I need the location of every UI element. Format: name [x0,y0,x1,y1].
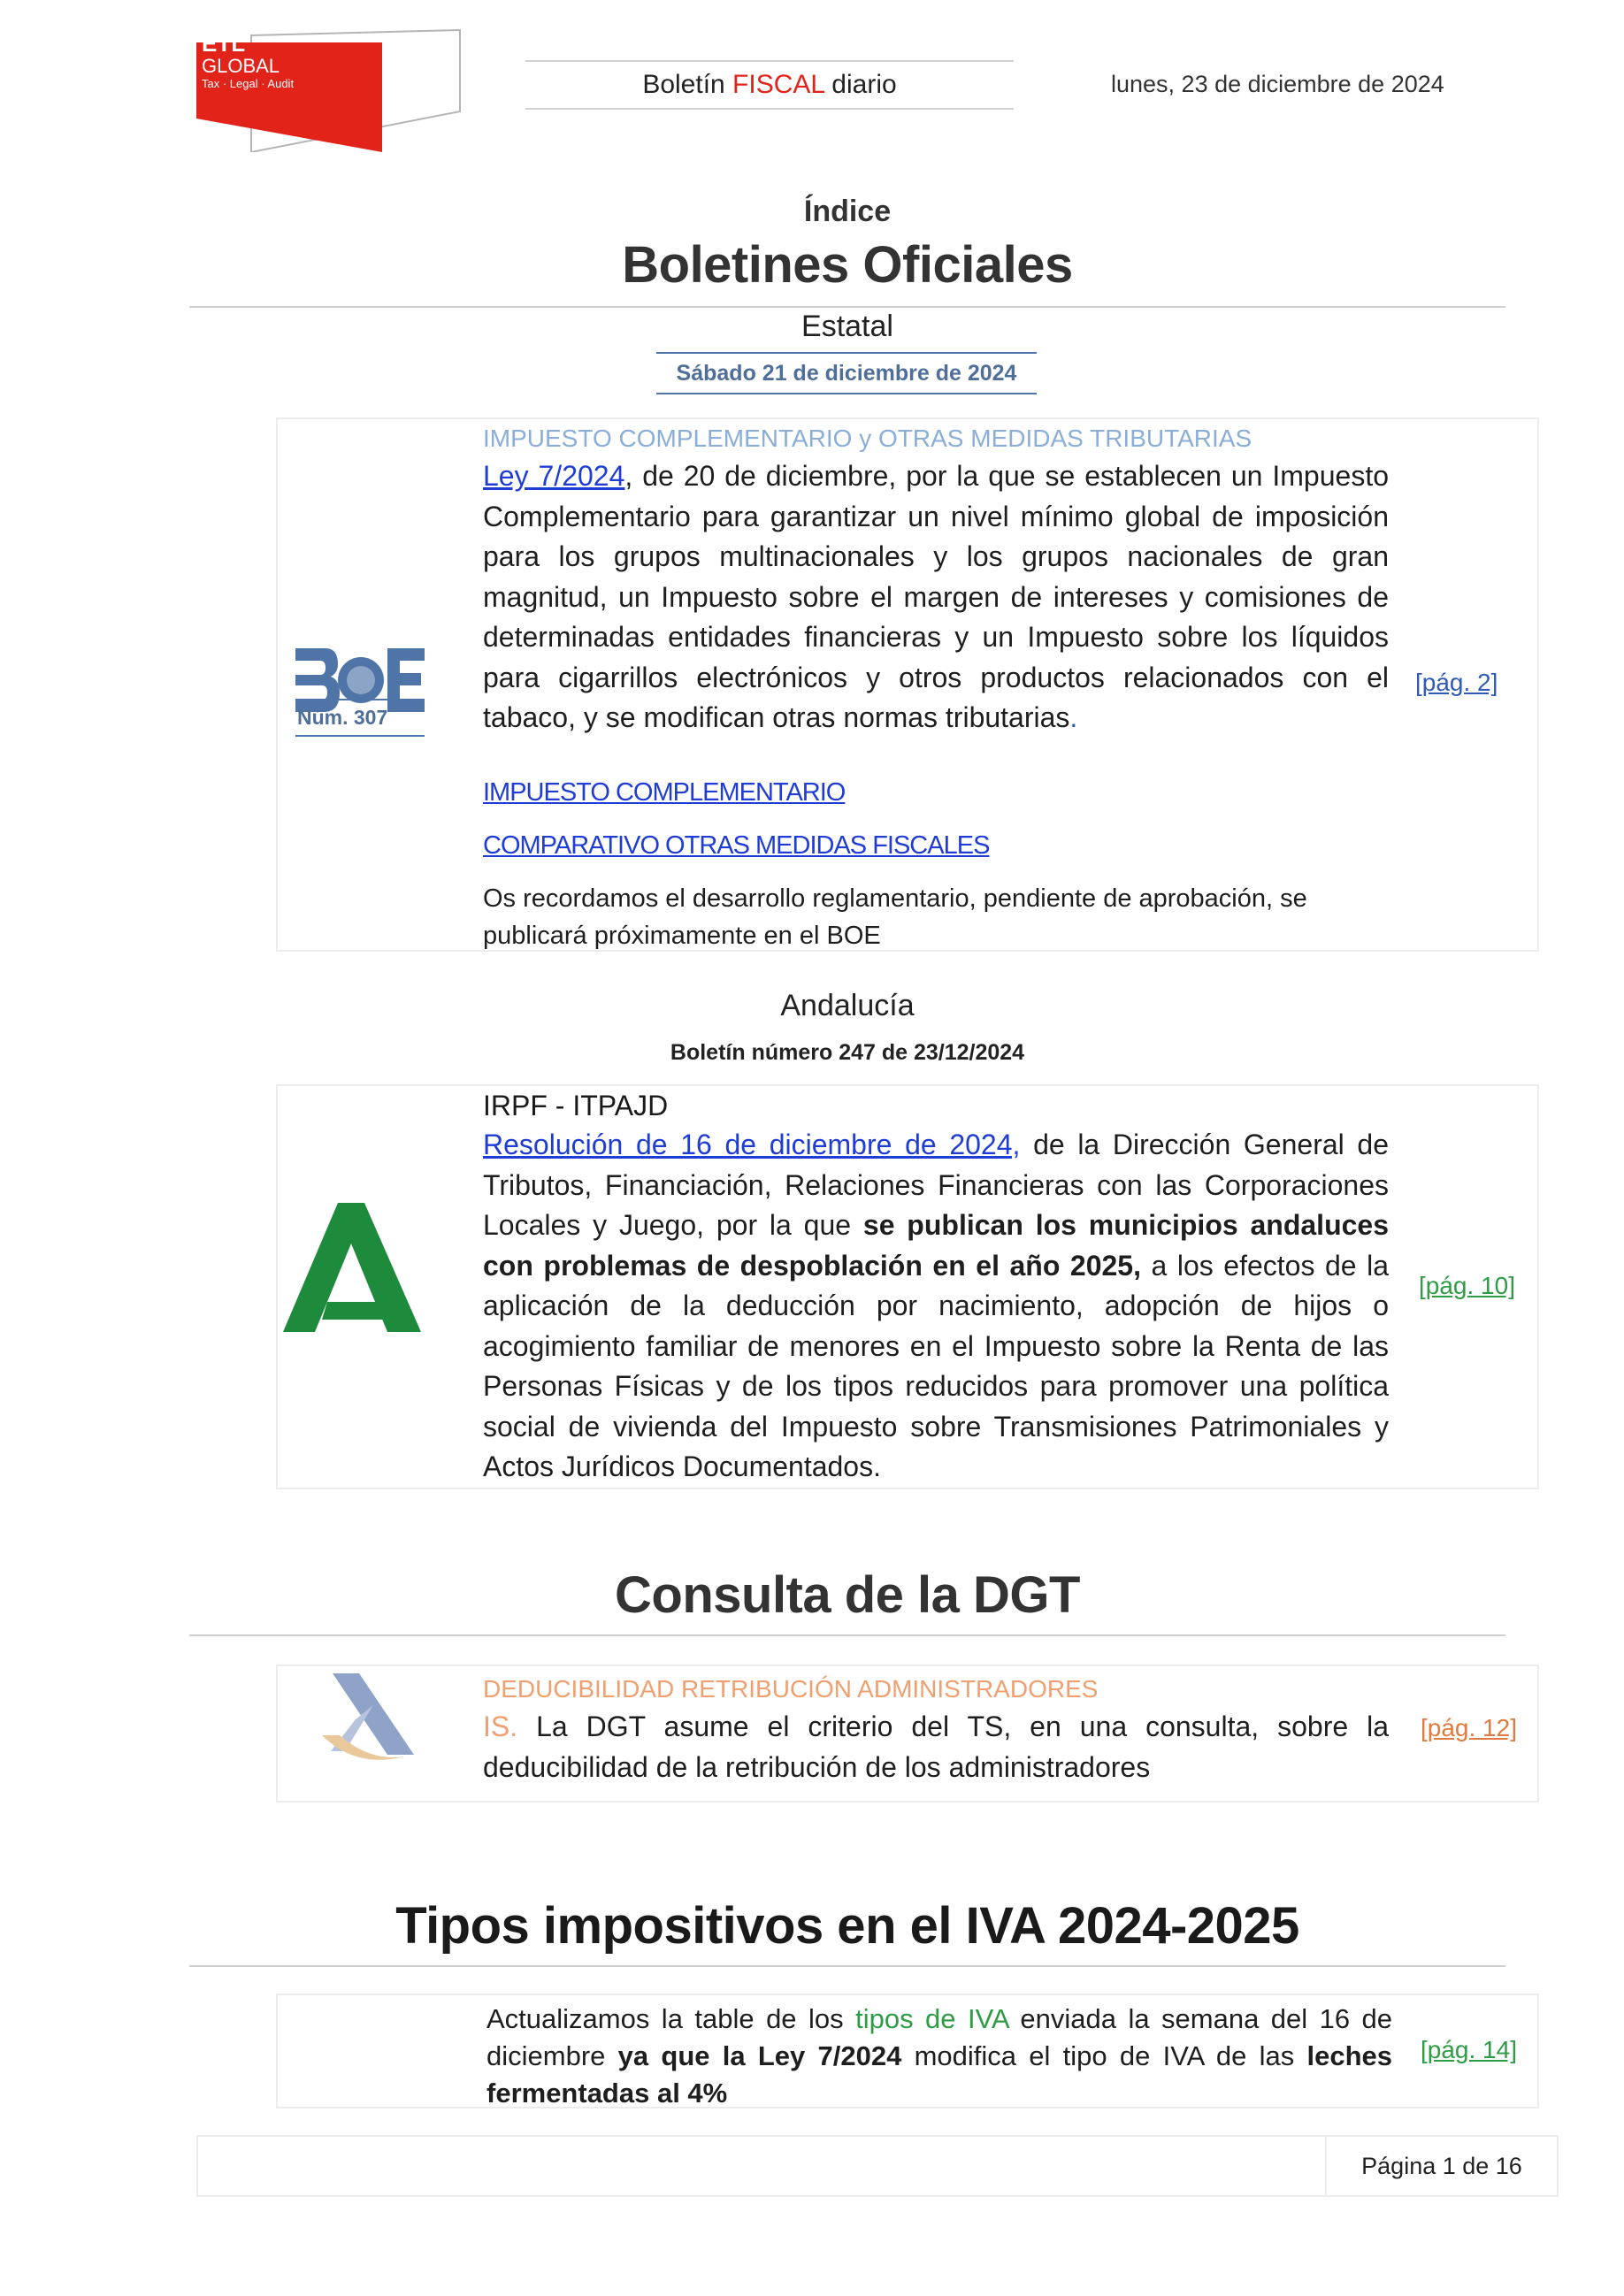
section-title-dgt: Consulta de la DGT [615,1566,1080,1624]
andalucia-text-2: a los efectos de la aplicación de la deducción por nacimiento, adopción de hijos o acogimiento familiar de menores en el Impuesto sobre la Renta de las Personas Físicas y de los tipos reducidos para promover una política social de vivienda del Impuesto sobre Transmisiones Patrimoniales y Actos Jurídicos Documentados. [483,1249,1390,1482]
andalucia-heading: Andalucía [780,989,915,1022]
boe-number: Núm. 307 [295,699,425,737]
section-divider [189,306,1505,308]
logo-name: GLOBAL [202,55,280,77]
page-number: Página 1 de 16 [1361,2153,1522,2179]
iva-entry-content [486,2001,1392,2112]
section-title-iva: Tipos impositivos en el IVA 2024-2025 [395,1897,1299,1955]
andalucia-category: IRPF - ITPAJD [483,1090,669,1121]
section-title-boletines: Boletines Oficiales [622,236,1073,294]
iva-bold-1: ya que la Ley 7/2024 [617,2040,902,2071]
iva-bold-2: leches fermentadas al 4% [486,2040,1392,2108]
logo-brand: ETL [202,30,246,57]
iva-text-3: modifica el tipo de IVA de las [901,2040,1307,2071]
andalucia-page-link[interactable]: [pág. 10] [1419,1272,1515,1299]
iva-page-link[interactable]: [pág. 14] [1421,2036,1517,2063]
comparativo-medidas-link[interactable]: COMPARATIVO OTRAS MEDIDAS FISCALES [483,830,990,860]
andalucia-description [483,1125,1389,1488]
iva-description [486,2001,1392,2112]
iva-text-1: Actualizamos la table de los [486,2003,856,2034]
section-divider [189,1965,1505,1967]
andalucia-text-1: de la Dirección General de Tributos, Financiación, Relaciones Financieras con las Corporaciones Locales y Juego, por la que [483,1129,1390,1241]
junta-andalucia-logo-icon [283,1203,421,1336]
section-divider [189,1634,1505,1636]
etl-global-logo [196,27,471,152]
andalucia-entry-content [483,1086,1389,1488]
iva-text-2: enviada la semana del 16 de diciembre [486,2003,1393,2071]
dgt-category: DEDUCIBILIDAD RETRIBUCIÓN ADMINISTRADORES [483,1675,1099,1703]
dgt-page-link[interactable]: [pág. 12] [1421,1714,1517,1741]
bulletin-title-prefix: Boletín [642,70,733,99]
iva-highlight: tipos de IVA [855,2003,1008,2034]
resolucion-link[interactable]: Resolución de 16 de diciembre de 2024, [483,1129,1021,1160]
bulletin-date: lunes, 23 de diciembre de 2024 [1111,71,1444,97]
estatal-date-label: Sábado 21 de diciembre de 2024 [656,352,1037,394]
ley-7-2024-link[interactable]: Ley 7/2024 [483,460,625,492]
impuesto-complementario-link[interactable]: IMPUESTO COMPLEMENTARIO [483,777,846,807]
dgt-description [483,1707,1389,1787]
estatal-category: IMPUESTO COMPLEMENTARIO y OTRAS MEDIDAS TRIBUTARIAS [483,425,1252,452]
estatal-heading: Estatal [801,310,893,343]
bulletin-title-accent: FISCAL [732,70,824,99]
dgt-tax: IS. [483,1711,518,1742]
estatal-description [483,456,1389,739]
index-label: Índice [803,195,892,228]
estatal-entry-content [483,421,1389,954]
bulletin-title [525,60,1014,110]
agencia-tributaria-logo-icon [320,1670,419,1769]
estatal-description-end: . [1069,701,1078,733]
page-footer [196,2135,1559,2197]
bulletin-title-suffix: diario [823,70,897,99]
andalucia-bulletin: Boletín número 247 de 23/12/2024 [670,1040,1025,1065]
estatal-page-link[interactable]: [pág. 2] [1415,669,1498,696]
estatal-description-text: , de 20 de diciembre, por la que se establecen un Impuesto Complementario para garantizar un nivel mínimo global de imposición para los grupos multinacionales y los grupos nacionales de gran magnitud, un Impuesto sobre el margen de intereses y comisiones de determinadas entidades financieras y un Impuesto sobre los líquidos para cigarrillos electrónicos y otros productos relacionados con el tabaco, y se modifican otras normas tributarias [483,460,1390,733]
dgt-entry-content [483,1672,1389,1787]
andalucia-text-bold: se publican los municipios andaluces con problemas de despoblación en el año 2025, [483,1209,1390,1282]
estatal-note: Os recordamos el desarrollo reglamentario, pendiente de aprobación, se publicará próximamente en el BOE [483,884,1307,950]
dgt-text: La DGT asume el criterio del TS, en una consulta, sobre la deducibilidad de la retribución de los administradores [483,1711,1389,1783]
logo-tagline: Tax · Legal · Audit [202,77,295,90]
